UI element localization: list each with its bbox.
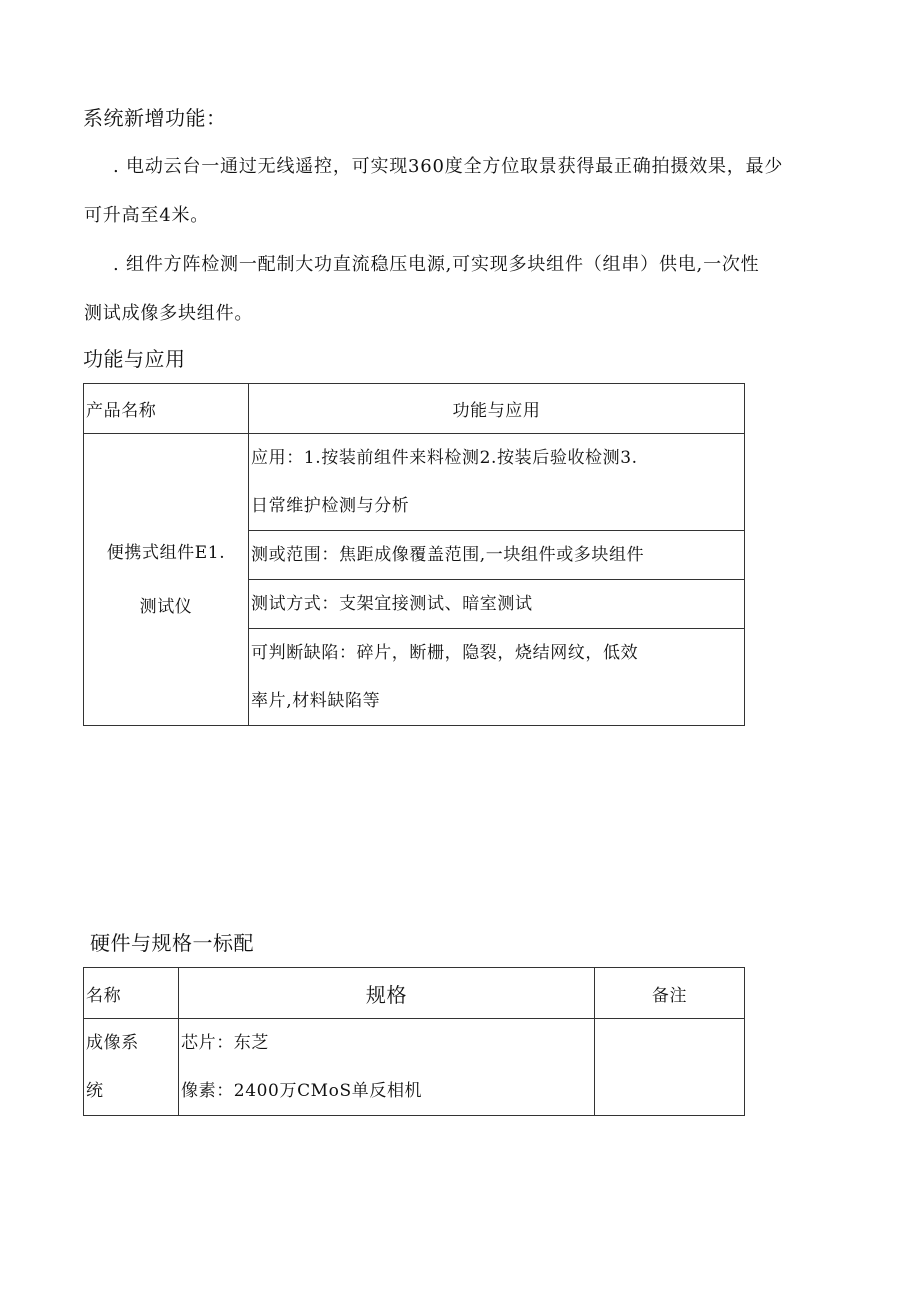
section-title-function: 功能与应用 [83, 347, 186, 371]
cell-text-line: 测或范围：焦距成像覆盖范围,一块组件或多块组件 [251, 545, 645, 565]
product-name-line: 便携式组件E1. [106, 542, 226, 563]
cell-text-line: 统 [86, 1081, 104, 1101]
table-row [84, 1019, 745, 1116]
note-cell [595, 1019, 745, 1116]
header-note: 备注 [595, 968, 745, 1019]
cell-text-line: 率片,材料缺陷等 [251, 691, 381, 711]
section-title-new-features: 系统新增功能： [83, 106, 227, 130]
hardware-table [83, 967, 745, 1116]
header-spec: 规格 [179, 968, 595, 1019]
header-product-name: 产品名称 [84, 384, 249, 434]
section-title-hardware: 硬件与规格一标配 [90, 931, 254, 955]
test-method-cell [249, 580, 745, 629]
feature-paragraph-line: 测试成像多块组件。 [84, 303, 254, 324]
feature-paragraph-line: 可升高至4米。 [84, 205, 210, 226]
spec-cell [179, 1019, 595, 1116]
table-header-row [84, 968, 745, 1019]
cell-text-line: 测试方式：支架宜接测试、暗室测试 [251, 594, 533, 614]
cell-text-line: 可判断缺陷：碎片，断栅，隐裂，烧结网纹，低效 [251, 643, 639, 663]
product-name-line: 测试仪 [139, 596, 193, 617]
cell-text-line: 像素：2400万CMoS单反相机 [181, 1081, 423, 1101]
product-name-cell [84, 434, 249, 726]
application-cell [249, 434, 745, 531]
cell-text-line: 应用：1.按装前组件来料检测2.按装后验收检测3. [251, 448, 638, 468]
feature-paragraph-line: . 电动云台一通过无线遥控，可实现360度全方位取景获得最正确拍摄效果，最少 [113, 156, 784, 177]
header-function: 功能与应用 [249, 384, 745, 434]
function-table [83, 383, 745, 726]
table-row [84, 434, 745, 531]
header-name: 名称 [84, 968, 179, 1019]
component-name-cell [84, 1019, 179, 1116]
cell-text-line: 成像系 [86, 1033, 139, 1053]
range-cell [249, 531, 745, 580]
cell-text-line: 日常维护检测与分析 [251, 496, 410, 516]
cell-text-line: 芯片：东芝 [181, 1033, 269, 1053]
defects-cell [249, 629, 745, 726]
table-header-row [84, 384, 745, 434]
feature-paragraph-line: . 组件方阵检测一配制大功直流稳压电源,可实现多块组件（组串）供电,一次性 [113, 254, 760, 275]
